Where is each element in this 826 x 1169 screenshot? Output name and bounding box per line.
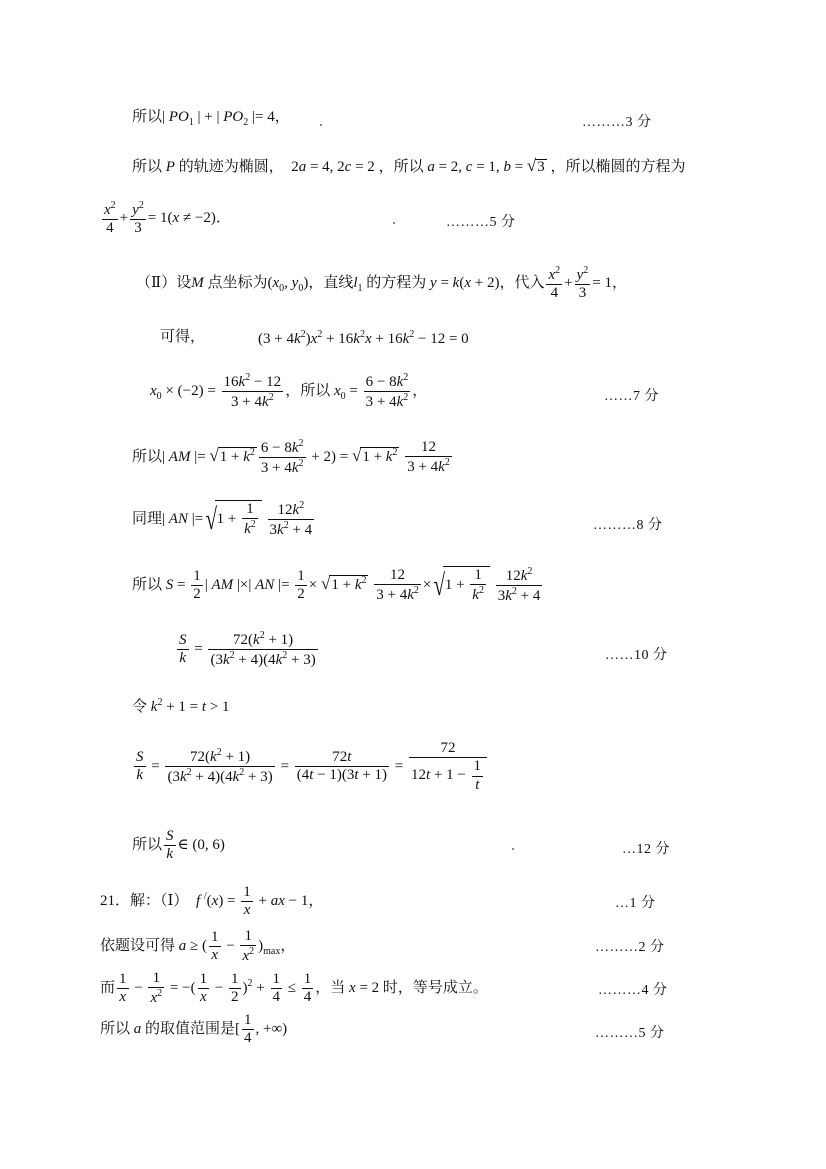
line-x0: $x_0 \times (-2)$ = $\frac{16k^2 - 12}{3 + 4k^2}$ ，所以 $x_0$ = $\frac{6 - 8k^2}{3 + 4k^2}$ ，: [150, 372, 428, 411]
q21-score-2: ………2 分: [595, 940, 665, 955]
line-range: 所以 $\frac{S}{k}$ ∈ (0, 6): [132, 828, 225, 863]
cn-text: 所以: [132, 577, 163, 594]
cn-text: 依题设可得: [100, 938, 176, 955]
cn-text: 点坐标为: [207, 275, 268, 292]
cn-text: 时，等号成立。: [382, 980, 488, 997]
q21-score-4: ………4 分: [598, 983, 668, 998]
line-ellipse-eq: $\frac{x^2}{4}$ + $\frac{y^2}{3}$ = 1(x ≠ −2)．: [104, 200, 231, 237]
cn-text: 的轨迹为椭圆，: [178, 159, 284, 175]
cn-text: 所以: [132, 159, 163, 175]
cn-text: ，当: [315, 980, 346, 997]
cn-text: 而: [100, 980, 116, 997]
cn-text: 的取值范围是: [145, 1021, 236, 1038]
line-q21-4: 所以 a 的取值范围是[ $\frac{1}{4}$ , +∞): [100, 1012, 288, 1047]
q21-score-1: …1 分: [615, 896, 656, 911]
speck: [512, 848, 514, 850]
cn-text: 的方程为: [366, 275, 427, 292]
q21-score-5: ………5 分: [595, 1026, 665, 1041]
cn-text: ，代入: [499, 275, 545, 292]
cn-text: 所以: [132, 449, 163, 466]
line-an: 同理| AN |=√1 + $\frac{1}{k^2}$ $\frac{12k^2}{3k^2 + 4}$: [132, 500, 313, 539]
line-po-sum: 所以| $PO_1$ | + | $PO_2$ |= 4，: [132, 109, 290, 128]
cn-text: 21．解：（Ⅰ）: [100, 893, 189, 910]
line-quadratic: $(3 + 4k^2)x^2 + 16k^2x + 16k^2 - 12 = 0$: [258, 329, 469, 347]
cn-text: 可得，: [160, 329, 206, 345]
line-part2: （Ⅱ）设M 点坐标为($x_0$, $y_0$)，直线$l_1$ 的方程为 y = k(x + 2)，代入 $\frac{x^2}{4}$ + $\frac{y^2}{3}$ = 1，: [136, 265, 628, 302]
score-7: ……7 分: [604, 389, 659, 404]
line-s: 所以 S = $\frac{1}{2}$ | AM |×| AN |= $\frac{1}{2}$ × $√1 + k^2$ $\frac{12}{3 + 4k^2}$ ×√1 + $\frac{1}{k^2}$ $\frac{12k^2}{3k^2 + 4}$: [132, 566, 541, 605]
cn-text: 所以: [132, 837, 163, 854]
line-q21: 21．解：（Ⅰ） f /(x) = $\frac{1}{x}$ + ax − 1，: [100, 884, 324, 919]
cn-text: 所以: [132, 109, 163, 125]
cn-text: ，直线: [308, 275, 354, 292]
speck: [320, 124, 322, 126]
line-q21-2: 依题设可得 a ≥ ( $\frac{1}{x}$ − $\frac{1}{x^2}$ )$_{max}$，: [100, 928, 296, 965]
line-let: 令 $k^2 + 1 = t > 1$: [132, 697, 230, 715]
line-kede: [160, 330, 205, 345]
cn-text: ，所以: [378, 159, 424, 175]
line-ellipse: 所以 P 的轨迹为椭圆， 2a = 4, 2c = 2 ，所以 a = 2, c = 1, b = √3 ，所以椭圆的方程为: [132, 156, 686, 175]
line-q21-3: 而 $\frac{1}{x}$ − $\frac{1}{x^2}$ = −( $\frac{1}{x}$ − $\frac{1}{2}$ )$^2$ + $\frac{1}{4}$ ≤ $\frac{1}{4}$ ，当 x = 2 时，等号成立。: [100, 970, 488, 1007]
score-10: ……10 分: [605, 648, 668, 663]
line-chain: $\frac{S}{k}$ = $\frac{72(k^2 + 1)}{(3k^2 + 4)(4k^2 + 3)}$ = $\frac{72t}{(4t - 1)(3t + 1)}$ = 72 12t + 1 − $\frac{1}{t}$: [132, 740, 489, 794]
score-8: ………8 分: [593, 518, 663, 533]
cn-text: （Ⅱ）设: [136, 275, 192, 292]
score-12: …12 分: [622, 842, 670, 857]
cn-text: ，所以椭圆的方程为: [550, 159, 686, 175]
cn-text: 所以: [100, 1021, 131, 1038]
cn-text: 令: [132, 699, 148, 715]
cn-text: 所以: [300, 383, 331, 400]
cn-text: 同理: [132, 511, 163, 528]
score-5: ………5 分: [446, 215, 516, 230]
speck: [393, 222, 395, 224]
line-sk: $\frac{S}{k}$ = $\frac{72(k^2 + 1)}{(3k^2 + 4)(4k^2 + 3)}$: [179, 630, 316, 669]
line-am: 所以| AM |= $√1 + k^2$ $\frac{6 - 8k^2}{3 + 4k^2}$ + $2) = √1 + k^2$ $\frac{12}{3 + 4k^2}$: [132, 438, 450, 477]
score-3: ………3 分: [582, 115, 652, 130]
